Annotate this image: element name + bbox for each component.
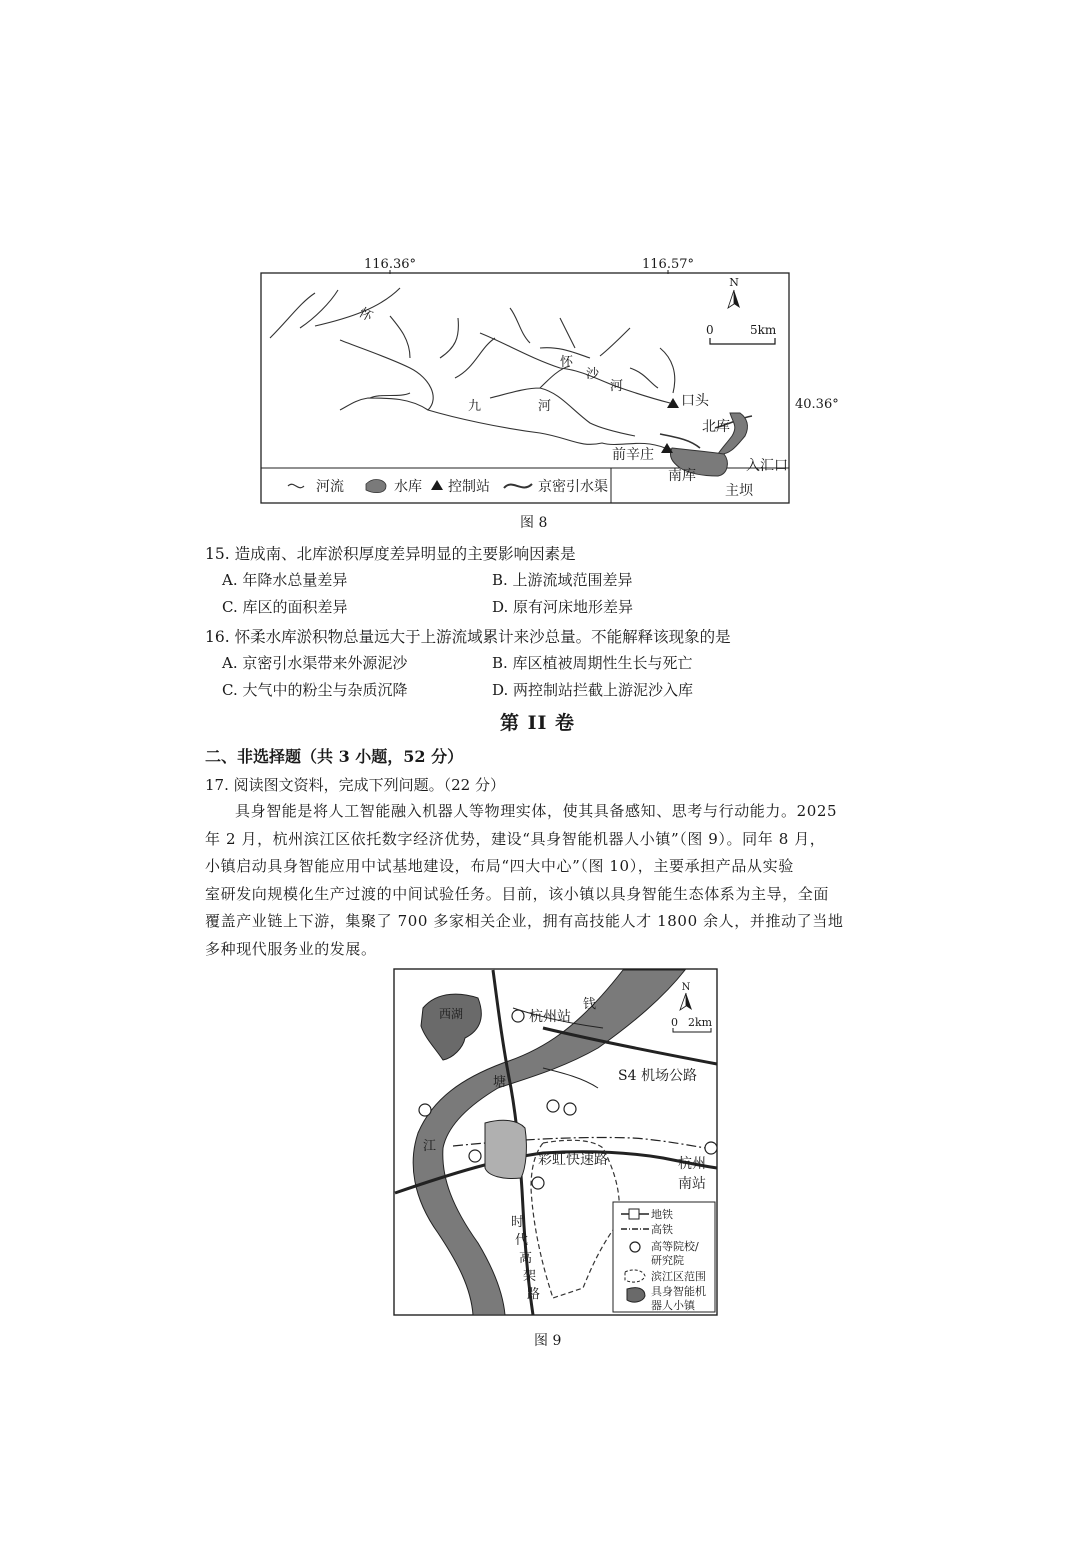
q16-option-c: C. 大气中的粉尘与杂质沉降	[222, 681, 408, 699]
legend-binjiang: 滨江区范围	[651, 1270, 706, 1283]
qianxinzhuang-station-icon	[661, 443, 673, 453]
paragraph-line-6: 多种现代服务业的发展。	[205, 939, 377, 958]
figure-9-map	[393, 968, 719, 1317]
section-heading: 二、非选择题（共 3 小题，52 分）	[205, 747, 464, 766]
robot-town	[485, 1120, 526, 1178]
legend-canal: 京密引水渠	[538, 479, 608, 495]
qianxinzhuang-label: 前辛庄	[612, 447, 654, 463]
lon-label-116-36: 116.36°	[364, 257, 416, 272]
jiang-label: 江	[423, 1139, 437, 1154]
legend-town-2: 器人小镇	[651, 1299, 695, 1312]
figure-9-legend	[613, 1202, 715, 1312]
river-network	[270, 288, 685, 451]
shidai-char-2: 代	[515, 1233, 529, 1248]
river-char-he-2: 河	[610, 379, 624, 394]
q17-stem: 17. 阅读图文资料，完成下列问题。（22 分）	[205, 776, 505, 794]
paragraph-line-4: 室研发向规模化生产过渡的中间试验任务。目前，该小镇以具身智能生态体系为主导，全面	[205, 884, 830, 903]
figure-9-caption: 图 9	[534, 1333, 562, 1349]
scale-zero: 0	[706, 323, 714, 337]
fig9-north-label: N	[681, 982, 691, 993]
figure-8-map	[240, 248, 860, 510]
q15-option-b: B. 上游流域范围差异	[492, 571, 633, 589]
north-label: N	[729, 276, 739, 289]
north-arrow-icon	[728, 290, 740, 308]
q15-option-c: C. 库区的面积差异	[222, 598, 348, 616]
scale-bar	[710, 338, 775, 344]
legend-river: 河流	[316, 479, 344, 495]
qian-label: 钱	[583, 997, 597, 1012]
q15-option-d: D. 原有河床地形差异	[492, 598, 634, 616]
zhuba-label: 主坝	[725, 483, 753, 499]
fig9-scale-dist: 2km	[688, 1016, 713, 1029]
south-station-label-2: 南站	[678, 1176, 706, 1192]
nanku-label: 南库	[668, 468, 696, 484]
koutou-label: 口头	[681, 393, 709, 409]
q15-option-a: A. 年降水总量差异	[222, 571, 348, 589]
paragraph-line-3: 小镇启动具身智能应用中试基地建设，布局“四大中心”（图 10），主要承担产品从实验	[205, 857, 794, 876]
south-station-label-1: 杭州	[678, 1156, 706, 1172]
legend-station: 控制站	[448, 479, 490, 495]
paragraph-line-1: 具身智能是将人工智能融入机器人等物理实体，使其具备感知、思考与行动能力。2025	[235, 802, 838, 820]
figure-8-legend	[288, 468, 611, 503]
fig9-scale-zero: 0	[671, 1016, 678, 1029]
river-char-he-1: 河	[538, 399, 552, 414]
ruhuikou-label: 入汇口	[746, 458, 788, 474]
part-2-title: 第 II 卷	[500, 712, 576, 734]
shidai-char-3: 高	[519, 1251, 533, 1266]
q16-option-b: B. 库区植被周期性生长与死亡	[492, 654, 693, 672]
river-char-huai-1: 怀	[356, 305, 375, 325]
xihu-label: 西湖	[439, 1007, 464, 1021]
lon-label-116-57: 116.57°	[642, 257, 694, 272]
legend-reservoir: 水库	[394, 479, 422, 495]
river-char-jiu: 九	[468, 399, 482, 414]
shidai-char-4: 架	[523, 1269, 537, 1284]
shidai-char-5: 路	[527, 1287, 541, 1302]
river-char-sha: 沙	[586, 367, 600, 382]
hangzhou-station-label: 杭州站	[529, 1009, 571, 1025]
shidai-char-1: 时	[511, 1215, 525, 1230]
beiku-label: 北库	[702, 419, 730, 435]
q17-paragraph	[205, 798, 885, 964]
q15-stem: 15. 造成南、北库淤积厚度差异明显的主要影响因素是	[205, 545, 576, 563]
figure-8-caption: 图 8	[520, 515, 548, 531]
paragraph-line-2: 年 2 月，杭州滨江区依托数字经济优势，建设“具身智能机器人小镇”（图 9）。同年 8 月，	[205, 829, 826, 848]
legend-college-1: 高等院校/	[651, 1240, 699, 1253]
q16-option-d: D. 两控制站拦截上游泥沙入库	[492, 681, 694, 699]
q16-stem: 16. 怀柔水库淤积物总量远大于上游流域累计来沙总量。不能解释该现象的是	[205, 628, 731, 646]
lat-label: 40.36°	[795, 397, 839, 412]
legend-college-2: 研究院	[651, 1254, 684, 1267]
legend-town-1: 具身智能机	[651, 1285, 706, 1298]
legend-metro: 地铁	[651, 1208, 673, 1221]
river-char-huai-2: 怀	[560, 355, 574, 370]
legend-hsr: 高铁	[651, 1223, 673, 1236]
q16-option-a: A. 京密引水渠带来外源泥沙	[222, 654, 408, 672]
paragraph-line-5: 覆盖产业链上下游，集聚了 700 多家相关企业，拥有高技能人才 1800 余人，并推动了当地	[205, 912, 844, 931]
caihong-label: 彩虹快速路	[538, 1152, 608, 1168]
tang-label: 塘	[493, 1075, 507, 1090]
scale-dist: 5km	[750, 323, 777, 337]
s4-label: S4 机场公路	[618, 1068, 697, 1084]
